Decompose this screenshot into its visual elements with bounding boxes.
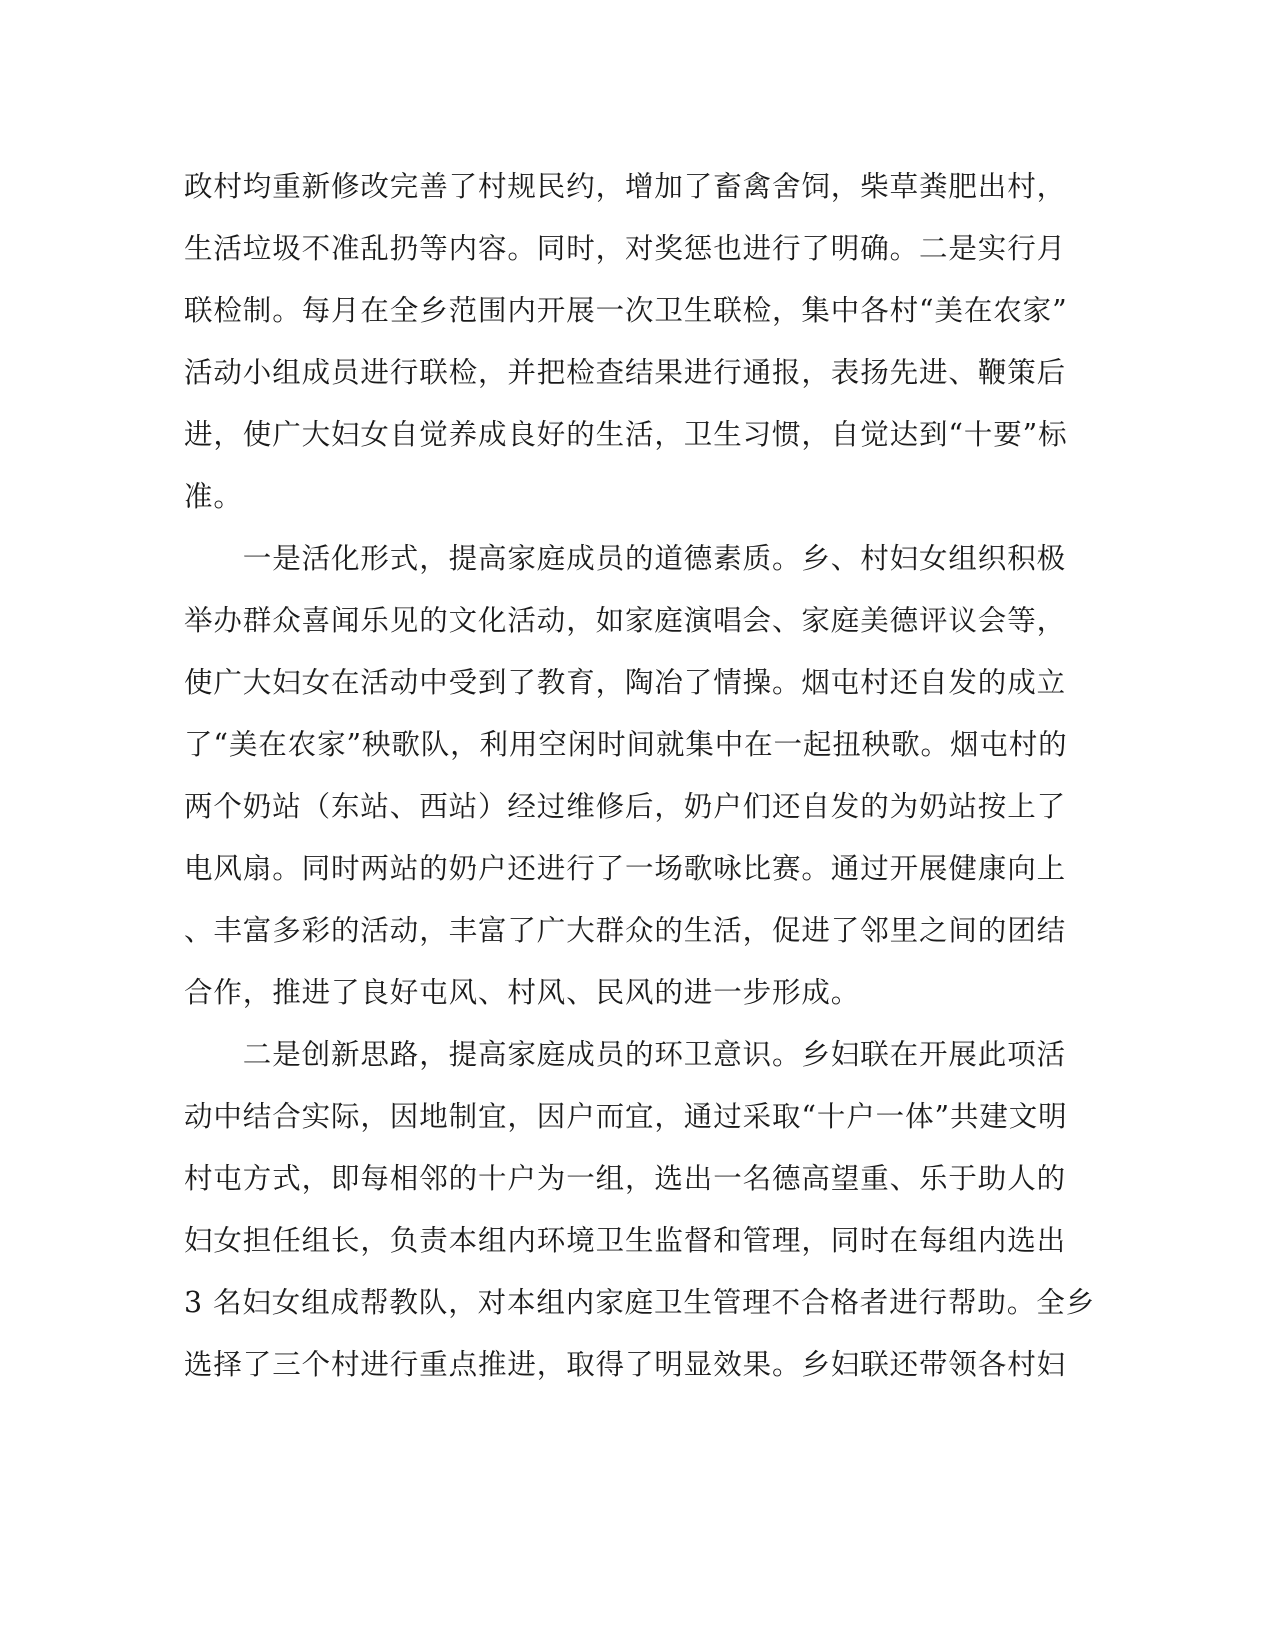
text-line: 使广大妇女在活动中受到了教育，陶冶了情操。烟屯村还自发的成立: [184, 666, 1067, 699]
text-line: 生活垃圾不准乱扔等内容。同时，对奖惩也进行了明确。二是实行月: [184, 232, 1067, 265]
text-line: 村屯方式，即每相邻的十户为一组，选出一名德高望重、乐于助人的: [184, 1162, 1067, 1195]
text-line: 合作，推进了良好屯风、村风、民风的进一步形成。: [184, 976, 861, 1009]
paragraph-first-line: 一是活化形式，提高家庭成员的道德素质。乡、村妇女组织积极: [184, 542, 1067, 575]
text-line: 政村均重新修改完善了村规民约，增加了畜禽舍饲，柴草粪肥出村，: [184, 170, 1067, 203]
paragraph-first-line: 二是创新思路，提高家庭成员的环卫意识。乡妇联在开展此项活: [184, 1038, 1067, 1071]
text-line: 准。: [184, 480, 243, 513]
text-line: 电风扇。同时两站的奶户还进行了一场歌咏比赛。通过开展健康向上: [184, 852, 1067, 885]
text-line: 了“美在农家”秧歌队，利用空闲时间就集中在一起扭秧歌。烟屯村的: [184, 728, 1068, 761]
text-line: 两个奶站（东站、西站）经过维修后，奶户们还自发的为奶站按上了: [184, 790, 1067, 823]
text-line: 活动小组成员进行联检，并把检查结果进行通报，表扬先进、鞭策后: [184, 356, 1067, 389]
text-line: 、丰富多彩的活动，丰富了广大群众的生活，促进了邻里之间的团结: [184, 914, 1067, 947]
body-text: [184, 156, 1095, 1396]
text-line: 妇女担任组长，负责本组内环境卫生监督和管理，同时在每组内选出: [184, 1224, 1067, 1257]
text-line: 选择了三个村进行重点推进，取得了明显效果。乡妇联还带领各村妇: [184, 1348, 1067, 1381]
text-line: 联检制。每月在全乡范围内开展一次卫生联检，集中各村“美在农家”: [184, 294, 1068, 327]
text-line: 举办群众喜闻乐见的文化活动，如家庭演唱会、家庭美德评议会等，: [184, 604, 1067, 637]
text-line: 3 名妇女组成帮教队，对本组内家庭卫生管理不合格者进行帮助。全乡: [184, 1286, 1095, 1319]
text-line: 进，使广大妇女自觉养成良好的生活，卫生习惯，自觉达到“十要”标: [184, 418, 1068, 451]
text-line: 动中结合实际，因地制宜，因户而宜，通过采取“十户一体”共建文明: [184, 1100, 1068, 1133]
